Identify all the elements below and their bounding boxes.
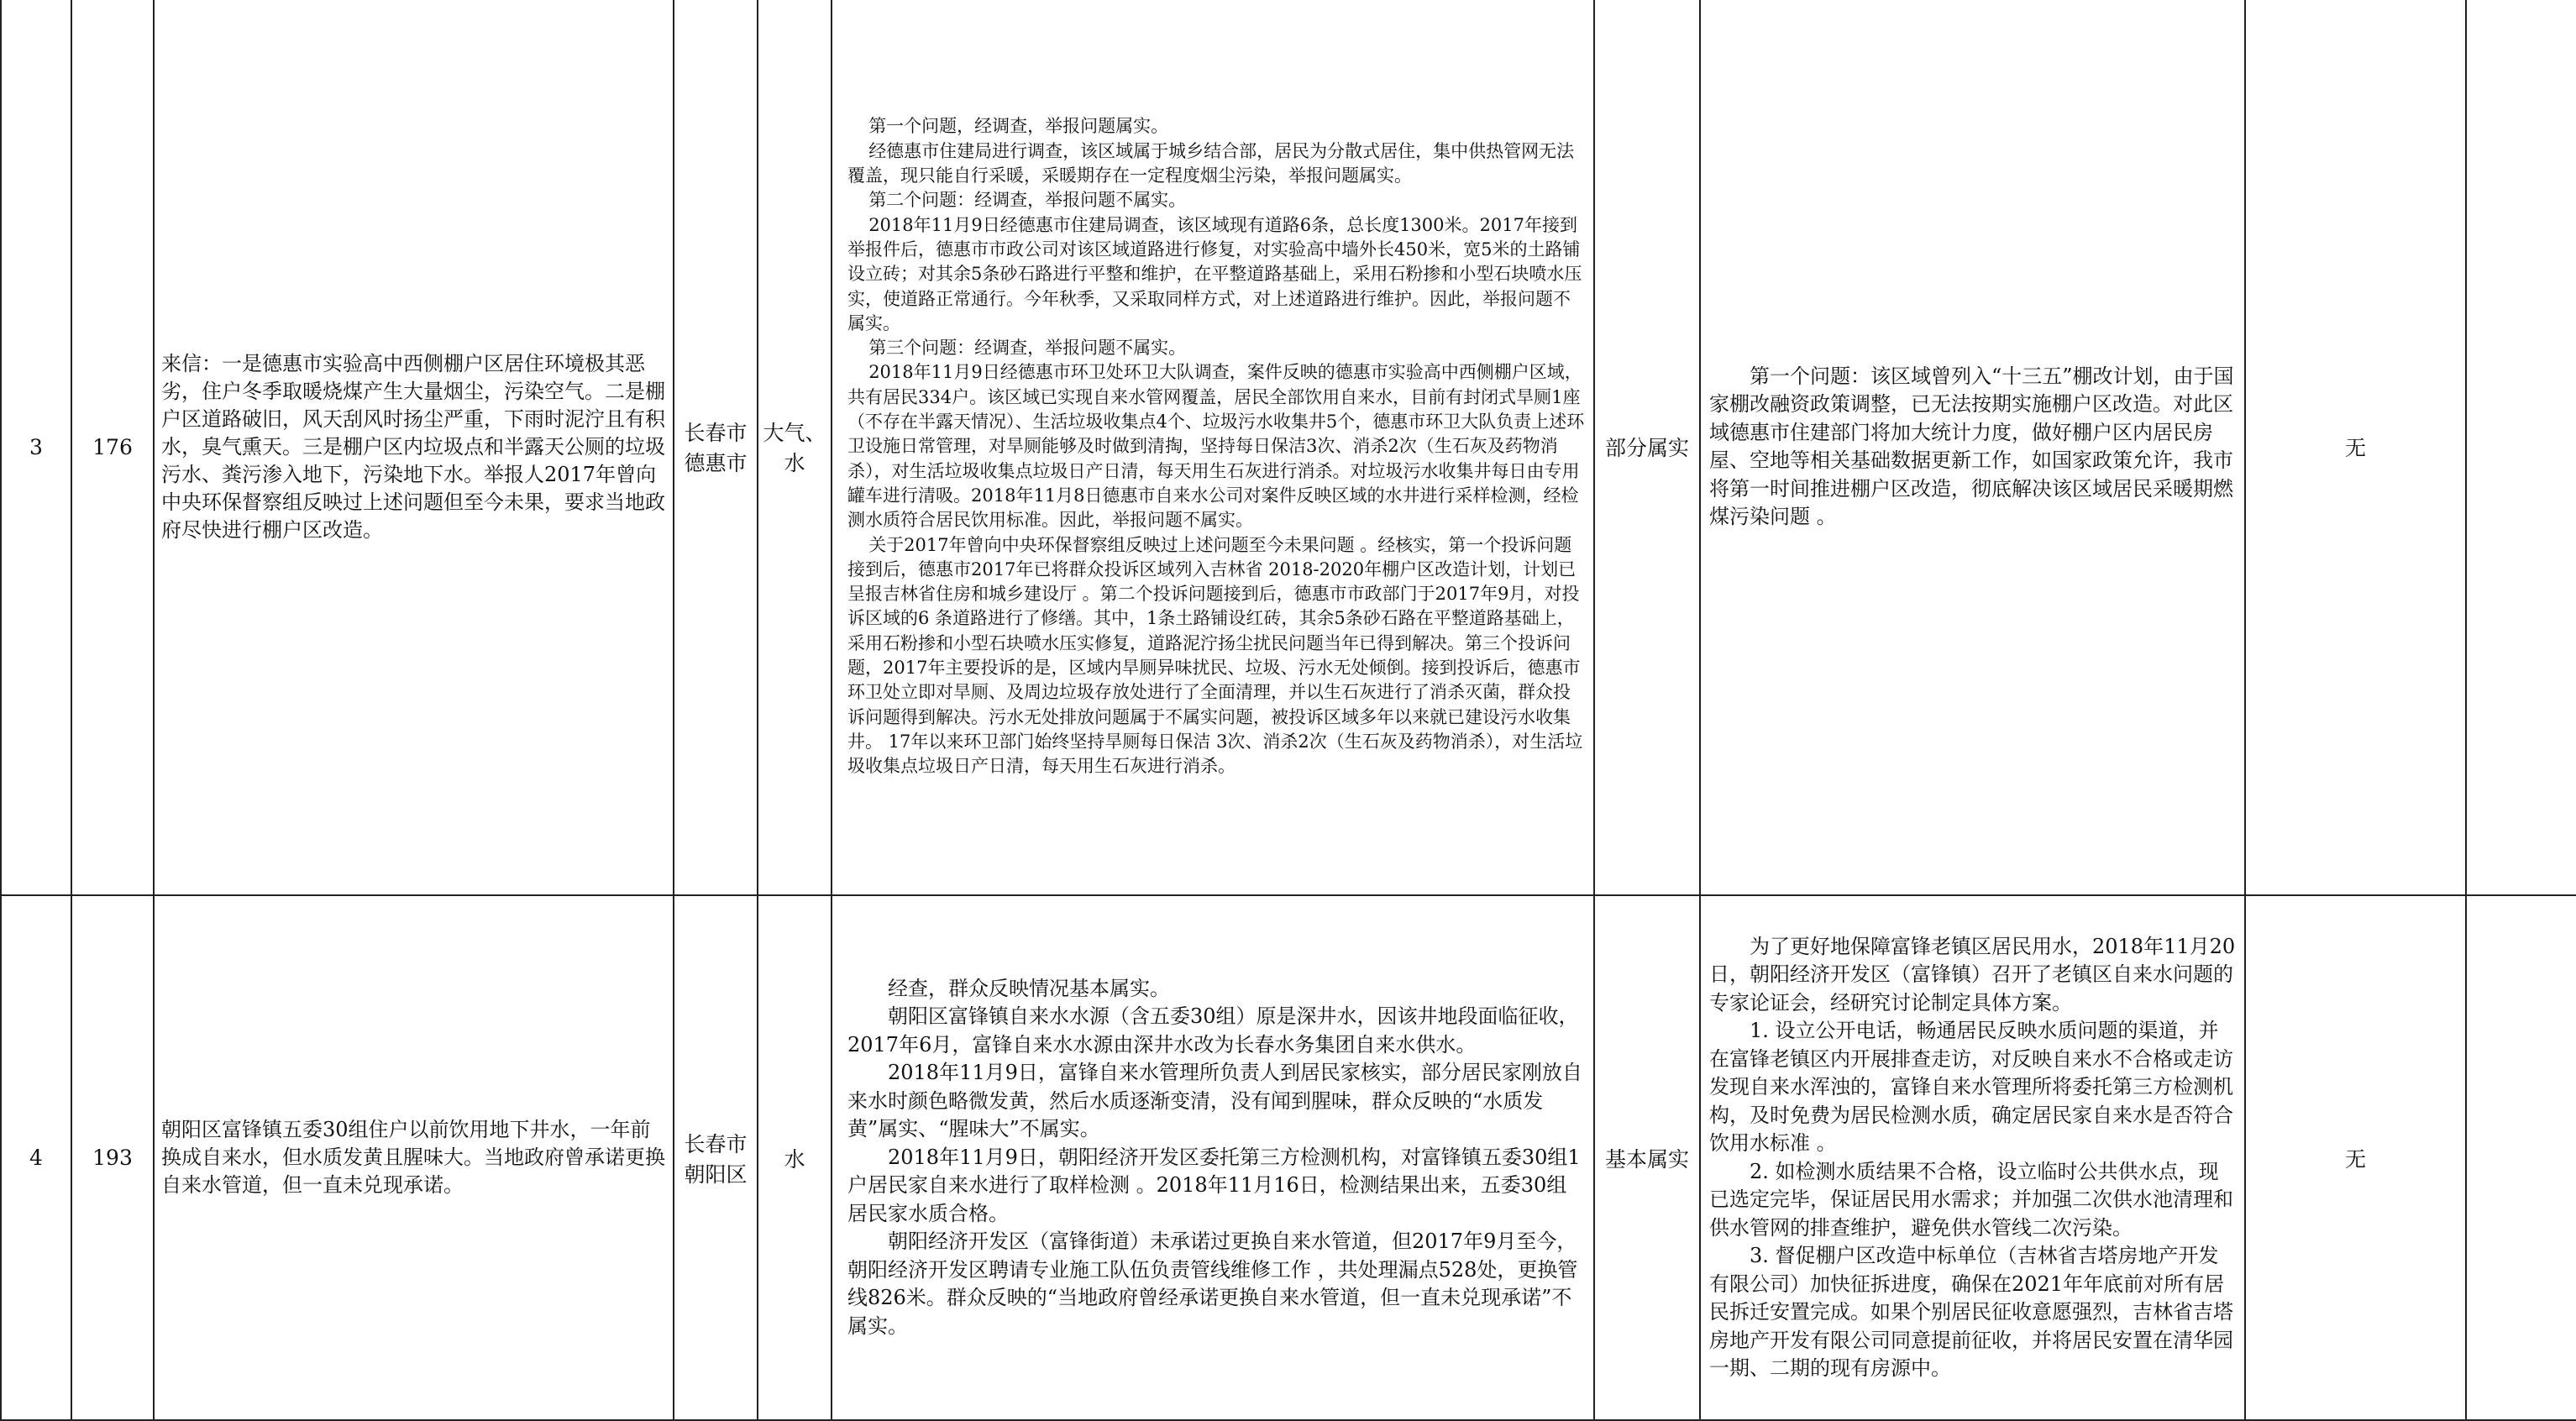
rectification-paragraph: 3. 督促棚户区改造中标单位（吉林省吉塔房地产开发有限公司）加快征拆进度，确保在2021年年底前对所有居民拆迁安置完成。如果个别居民征收意愿强烈，吉林省吉塔房地产开发有限公司同意提前征收，并将居民安置在清华园一期、二期的现有房源中。 xyxy=(1709,1244,2233,1380)
finding-paragraph: 关于2017年曾向中央环保督察组反映过上述问题至今未果问题 。经核实，第一个投诉问题接到后，德惠市2017年已将群众投诉区域列入吉林省 2018-2020年棚户区改造计划，计划已呈报吉林省住房和城乡建设厅 。第二个投诉问题接到后，德惠市市政部门于2017年9月，对投诉区域的6 条道路进行了修缮。其中，1条土路铺设红砖，其余5条砂石路在平整道路基础上，采用石粉掺和小型石块喷水压实修复，道路泥泞扬尘扰民问题当年已得到解决。第三个投诉问题，2017年主要投诉的是，区域内旱厕异味扰民、垃圾、污水无处倾倒。接到投诉后，德惠市环卫处立即对旱厕、及周边垃圾存放处进行了全面清理，并以生石灰进行了消杀灭菌，群众投诉问题得到解决。污水无处排放问题属于不属实问题，被投诉区域多年以来就已建设污水收集井。 17年以来环卫部门始终坚持旱厕每日保洁 3次、消杀2次（生石灰及药物消杀），对生活垃圾收集点垃圾日产日清，每天用生石灰进行消杀。 xyxy=(847,534,1583,777)
finding-paragraph: 朝阳经济开发区（富锋街道）未承诺过更换自来水管道，但2017年9月至今，朝阳经济开发区聘请专业施工队伍负责管线维修工作 ，共处理漏点528处，更换管线826米。群众反映的“当地政府曾经承诺更换自来水管道，但一直未兑现承诺”不属实。 xyxy=(847,1230,1578,1338)
complaint-content: 朝阳区富锋镇五委30组住户以前饮用地下井水，一年前换成自来水，但水质发黄且腥味大。当地政府曾承诺更换自来水管道，但一直未兑现承诺。 xyxy=(154,895,674,1420)
table-row xyxy=(1,0,2576,895)
case-code: 176 xyxy=(71,0,154,895)
finding-paragraph: 2018年11月9日，富锋自来水管理所负责人到居民家核实，部分居民家刚放自来水时颜色略微发黄，然后水质逐渐变清，没有闻到腥味，群众反映的“水质发黄”属实、“腥味大”不属实。 xyxy=(847,1061,1582,1141)
finding-paragraph: 经德惠市住建局进行调查，该区域属于城乡结合部，居民为分散式居住，集中供热管网无法覆盖，现只能自行采暖，采暖期存在一定程度烟尘污染，举报问题属实。 xyxy=(847,140,1575,186)
finding-paragraph: 第一个问题，经调查，举报问题属实。 xyxy=(868,116,1169,137)
finding-paragraph: 朝阳区富锋镇自来水水源（含五委30组）原是深井水，因该井地段面临征收，2017年6月，富锋自来水水源由深井水改为长春水务集团自来水供水。 xyxy=(847,1004,1579,1057)
investigation-findings xyxy=(832,0,1594,895)
verification-verdict: 部分属实 xyxy=(1594,0,1700,895)
verification-verdict: 基本属实 xyxy=(1594,895,1700,1420)
finding-paragraph: 2018年11月9日经德惠市环卫处环卫大队调查，案件反映的德惠市实验高中西侧棚户区域，共有居民334户。该区域已实现自来水管网覆盖，居民全部饮用自来水，目前有封闭式旱厕1座（不存在半露天情况）、生活垃圾收集点4个、垃圾污水收集井5个，德惠市环卫大队负责上述环卫设施日常管理，对旱厕能够及时做到清掏，坚持每日保洁3次、消杀2次（生石灰及药物消杀），对生活垃圾收集点垃圾日产日清，每天用生石灰进行消杀。对垃圾污水收集井每日由专用罐车进行清吸。2018年11月8日德惠市自来水公司对案件反映区域的水井进行采样检测，经检测水质符合居民饮用标准。因此，举报问题不属实。 xyxy=(847,362,1585,531)
rectification-measures xyxy=(1700,895,2245,1420)
accountability: 无 xyxy=(2245,0,2466,895)
finding-paragraph: 2018年11月9日经德惠市住建局调查，该区域现有道路6条，总长度1300米。2017年接到举报件后，德惠市市政公司对该区域道路进行修复，对实验高中墙外长450米，宽5米的土路铺设立砖；对其余5条砂石路进行平整和维护，在平整道路基础上，采用石粉掺和小型石块喷水压实，使道路正常通行。今年秋季，又采取同样方式，对上述道路进行维护。因此，举报问题不属实。 xyxy=(847,214,1582,333)
finding-paragraph: 经查，群众反映情况基本属实。 xyxy=(888,976,1170,1000)
rectification-paragraph: 第一个问题：该区域曾列入“十三五”棚改计划，由于国家棚改融资政策调整，已无法按期实施棚户区改造。对此区域德惠市住建部门将加大统计力度，做好棚户区内居民房屋、空地等相关基础数据更新工作，如国家政策允许，我市将第一时间推进棚户区改造，彻底解决该区域居民采暖期燃煤污染问题 。 xyxy=(1709,364,2234,528)
complaint-content: 来信：一是德惠市实验高中西侧棚户区居住环境极其恶劣，住户冬季取暖烧煤产生大量烟尘，污染空气。二是棚户区道路破旧，风天刮风时扬尘严重，下雨时泥泞且有积水，臭气熏天。三是棚户区内垃圾点和半露天公厕的垃圾污水、粪污渗入地下，污染地下水。举报人2017年曾向中央环保督察组反映过上述问题但至今未果，要求当地政府尽快进行棚户区改造。 xyxy=(154,0,674,895)
rectification-paragraph: 1. 设立公开电话，畅通居民反映水质问题的渠道，并在富锋老镇区内开展排查走访，对反映自来水不合格或走访发现自来水浑浊的，富锋自来水管理所将委托第三方检测机构，及时免费为居民检测水质，确定居民家自来水是否符合饮用水标准 。 xyxy=(1709,1019,2233,1155)
accountability: 无 xyxy=(2245,895,2466,1420)
empty-cell xyxy=(2466,0,2576,895)
rectification-paragraph: 为了更好地保障富锋老镇区居民用水，2018年11月20日，朝阳经济开发区（富锋镇）召开了老镇区自来水问题的专家论证会，经研究讨论制定具体方案。 xyxy=(1709,934,2236,1015)
case-code: 193 xyxy=(71,895,154,1420)
finding-paragraph: 2018年11月9日，朝阳经济开发区委托第三方检测机构，对富锋镇五委30组1户居民家自来水进行了取样检测 。2018年11月16日，检测结果出来，五委30组居民家水质合格。 xyxy=(847,1145,1581,1225)
table-row xyxy=(1,895,2576,1420)
row-index: 4 xyxy=(1,895,71,1420)
pollution-type: 大气、水 xyxy=(758,0,832,895)
rectification-paragraph: 2. 如检测水质结果不合格，设立临时公共供水点，现已选定完毕，保证居民用水需求；并加强二次供水池清理和供水管网的排查维护，避免供水管线二次污染。 xyxy=(1709,1159,2233,1240)
empty-cell xyxy=(2466,895,2576,1420)
administrative-region: 长春市朝阳区 xyxy=(674,895,758,1420)
finding-paragraph: 第三个问题：经调查，举报问题不属实。 xyxy=(868,338,1187,359)
finding-paragraph: 第二个问题：经调查，举报问题不属实。 xyxy=(868,190,1187,211)
rectification-measures xyxy=(1700,0,2245,895)
row-index: 3 xyxy=(1,0,71,895)
pollution-type: 水 xyxy=(758,895,832,1420)
administrative-region: 长春市德惠市 xyxy=(674,0,758,895)
investigation-findings xyxy=(832,895,1594,1420)
